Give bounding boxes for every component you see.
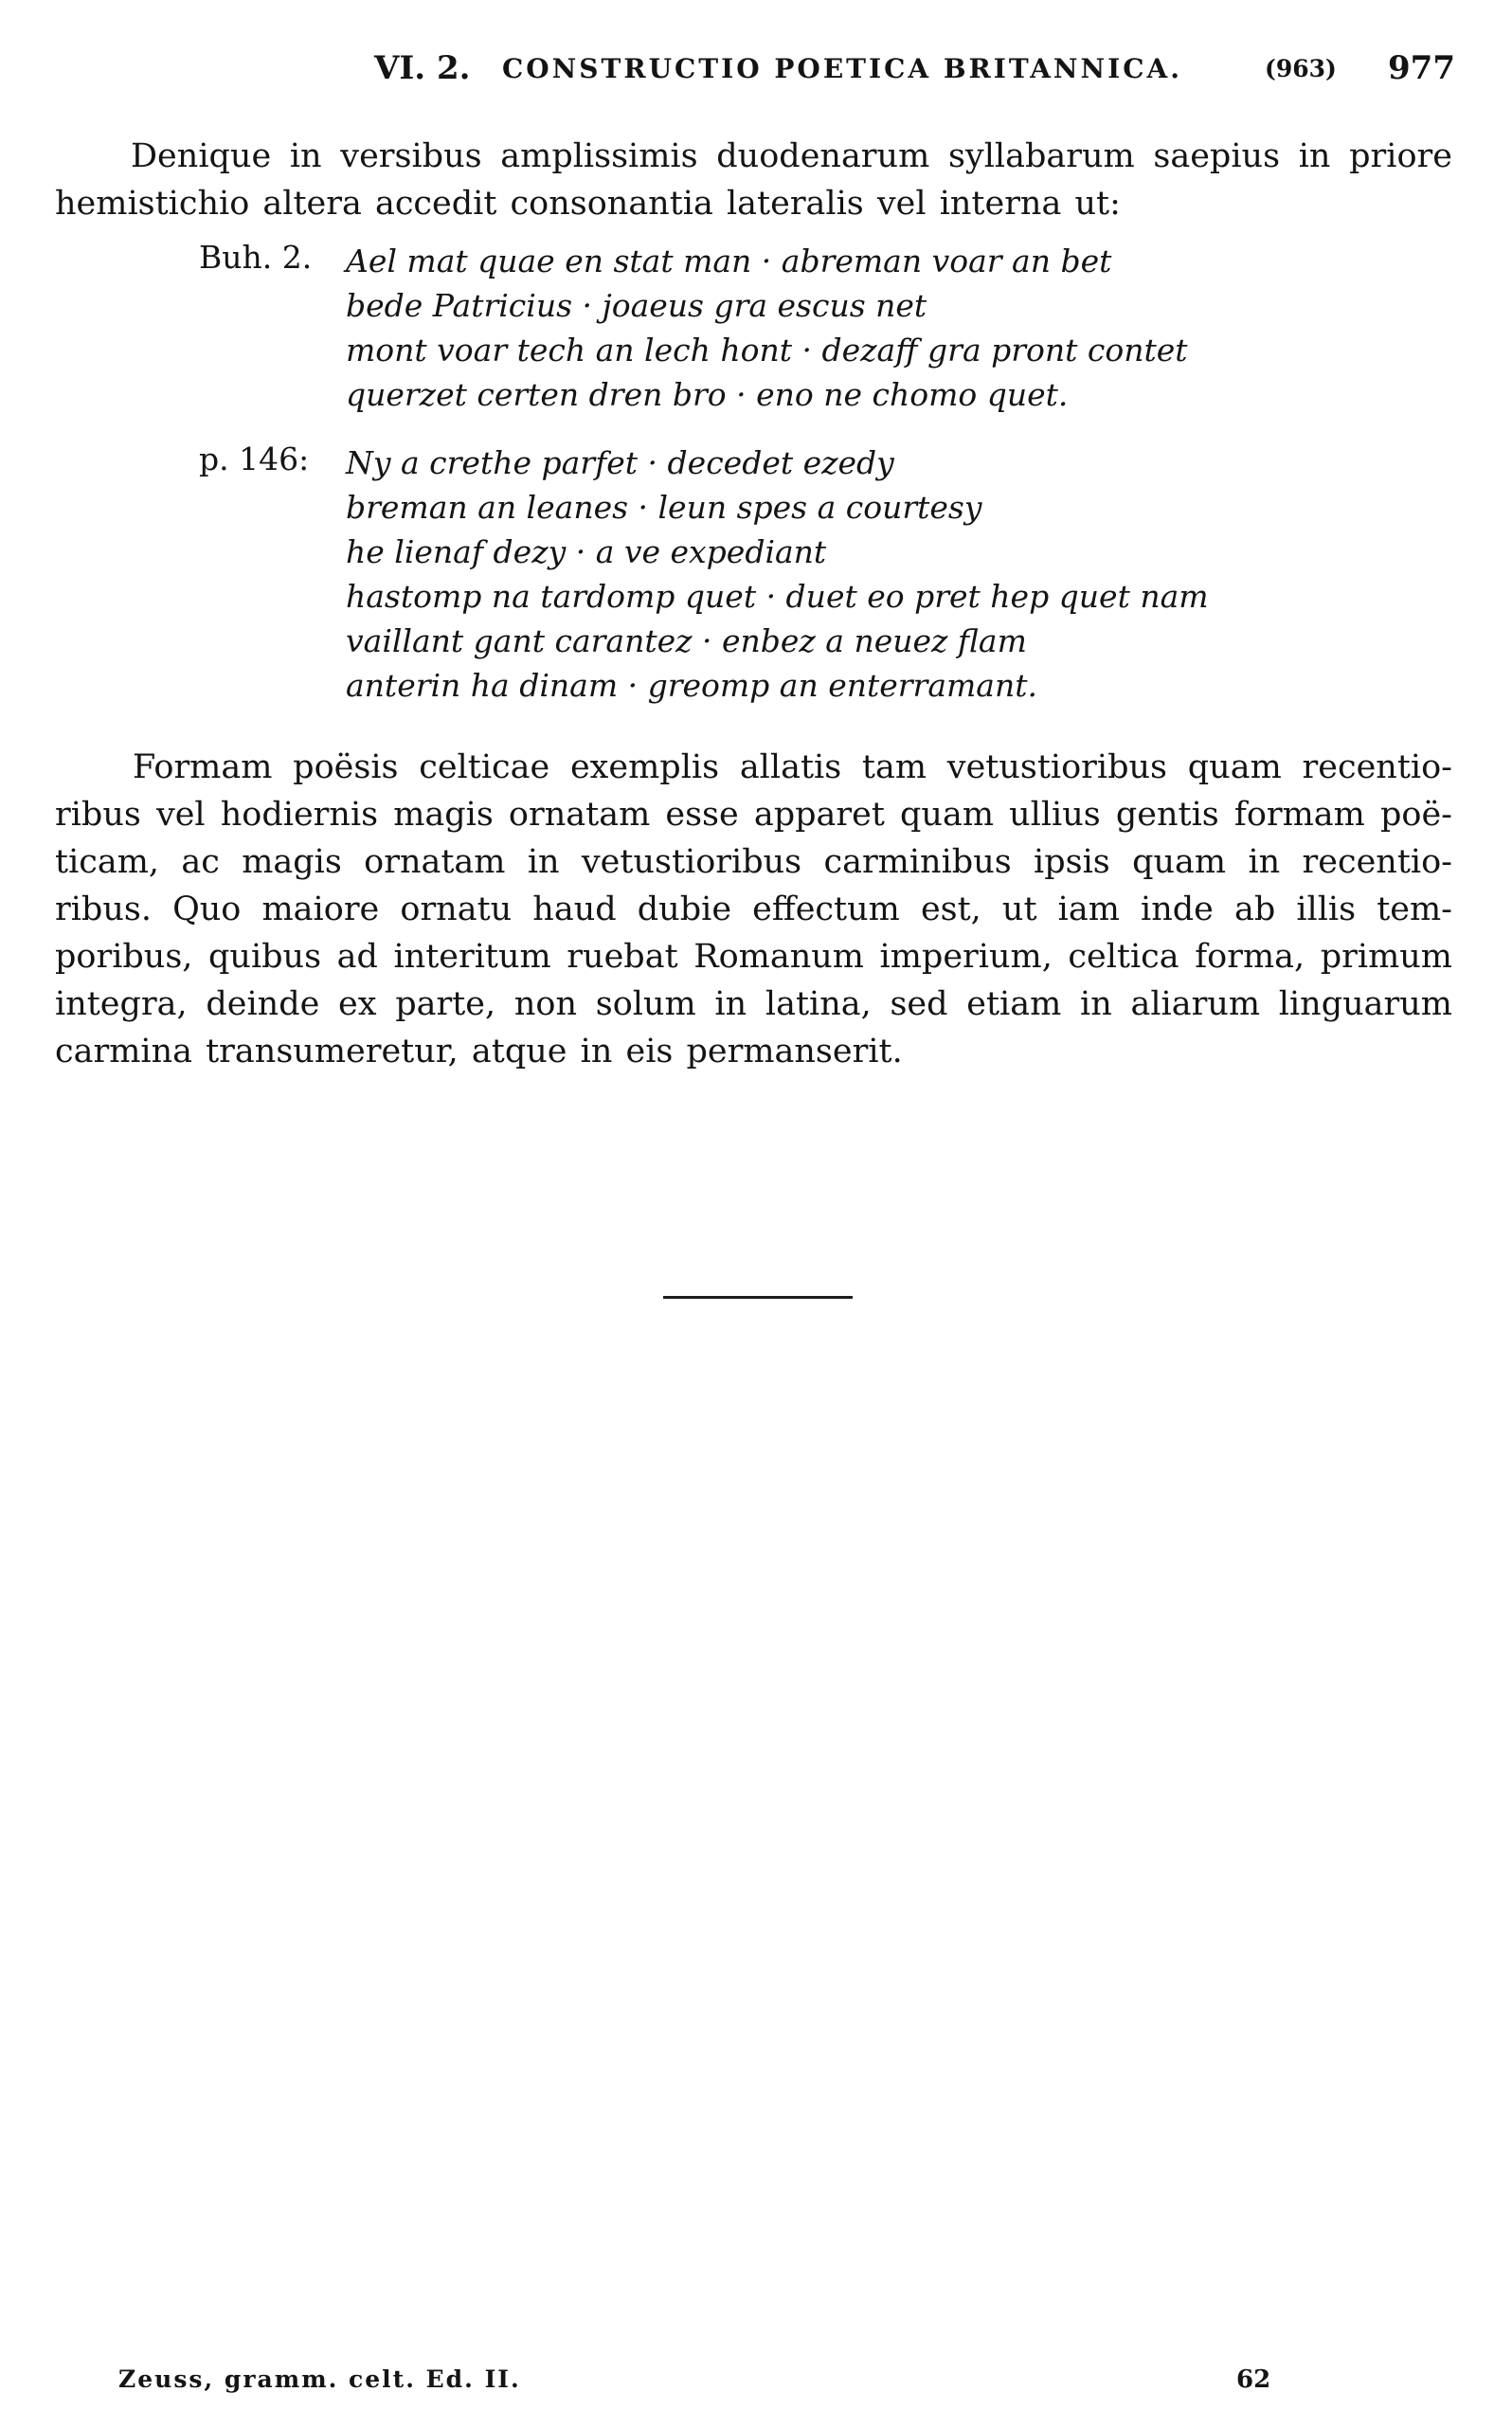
verse-line: anterin ha dinam · greomp an enterramant. [346,667,1037,704]
verse-line: vaillant gant carantez · enbez a neuez flam [346,622,1027,659]
verse-line: bede Patricius · joaeus gra escus net [346,287,927,324]
verse-lines [346,441,1209,708]
verse-line: breman an leanes · leun spes a courtesy [346,489,982,526]
paragraph-line: hemistichio altera accedit consonantia lateralis vel interna ut: [55,185,1121,223]
page-footer [118,2365,1369,2398]
closing-paragraph [55,744,1452,1075]
verse-line: querzet certen dren bro · eno ne chomo quet. [346,376,1069,413]
verse-line: Ael mat quae en stat man · abreman voar an bet [346,243,1112,279]
page-number: 977 [1388,49,1455,87]
paragraph-line: ribus. Quo maiore ornatu haud dubie effectum est, ut iam inde ab illis tem- [55,890,1452,928]
paragraph-line: Formam poësis celticae exemplis allatis tam vetustioribus quam recentio- [133,748,1452,786]
paragraph-line: carmina transumeretur, atque in eis permanserit. [55,1033,903,1070]
verse-group-buh [199,239,1431,419]
section-number: VI. 2. [374,49,471,87]
verse-group-p146 [199,441,1431,715]
paragraph-line: ribus vel hodiernis magis ornatam esse apparet quam ullius gentis formam poë- [55,796,1452,834]
running-title: CONSTRUCTIO POETICA BRITANNICA. [502,53,1182,84]
verse-reference: Buh. 2. [199,239,313,276]
intro-paragraph [55,133,1452,227]
verse-reference: p. 146: [199,441,310,477]
verse-line: mont voar tech an lech hont · dezaff gra pront contet [346,332,1188,369]
paragraph-line: ticam, ac magis ornatam in vetustioribus carminibus ipsis quam in recentio- [55,843,1452,881]
signature-mark: Zeuss, gramm. celt. Ed. II. [118,2365,521,2393]
paragraph-line: integra, deinde ex parte, non solum in latina, sed etiam in aliarum linguarum [55,985,1452,1023]
bracketed-page-number: (963) [1265,55,1337,82]
running-header [374,49,1455,87]
verse-line: hastomp na tardomp quet · duet eo pret hep quet nam [346,578,1209,615]
paragraph-line: Denique in versibus amplissimis duodenarum syllabarum saepius in priore [131,137,1452,175]
verse-line: he lienaf dezy · a ve expediant [346,533,827,570]
section-end-rule [663,1296,853,1299]
sheet-number: 62 [1236,2365,1271,2394]
paragraph-line: poribus, quibus ad interitum ruebat Romanum imperium, celtica forma, primum [55,938,1452,976]
verse-line: Ny a crethe parfet · decedet ezedy [346,444,894,481]
verse-lines [346,239,1188,417]
